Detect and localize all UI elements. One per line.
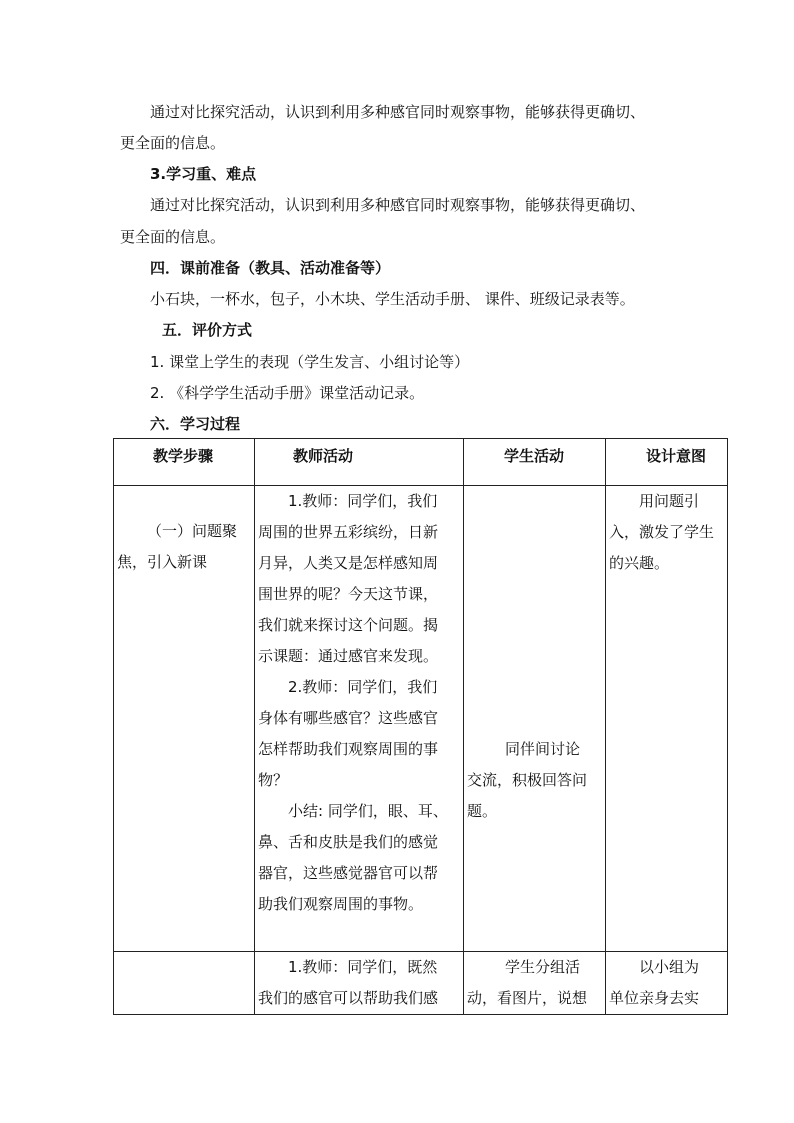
step-cell [114,952,255,1015]
section-heading: 3.学习重、难点 [150,165,257,183]
section-heading: 四．课前准备（教具、活动准备等） [150,259,391,277]
design-intent-cell: 以小组为 单位亲身去实 [606,952,728,1015]
header-cell: 学生活动 [464,439,606,486]
header-cell: 设计意图 [606,439,728,486]
paragraph-line: 通过对比探究活动，认识到利用多种感官同时观察事物，能够获得更确切、 [150,103,646,121]
header-cell: 教师活动 [255,439,464,486]
design-intent-cell: 用问题引 入，激发了学生 的兴趣。 [606,486,728,952]
student-activity-cell: 学生分组活 动，看图片，说想 [464,952,606,1015]
paragraph-line: 通过对比探究活动，认识到利用多种感官同时观察事物，能够获得更确切、 [150,196,646,214]
section-heading: 五．评价方式 [162,321,253,339]
list-item: 1. 课堂上学生的表现（学生发言、小组讨论等） [150,353,470,371]
list-item: 2. 《科学学生活动手册》课堂活动记录。 [150,384,425,402]
teacher-activity-cell: 1.教师：同学们，我们 周围的世界五彩缤纷，日新 月异，人类又是怎样感知周 围世界的呢？今天这节课， 我们就来探讨这个问题。揭 示课题：通过感官来发现。 2.教师：同学们，我们 身体有哪些感官？这些感官 怎样帮助我们观察周围的事 物？ 小结: 同学们，眼、耳、 鼻、舌和皮肤是我们的感觉 器官，这些感觉器官可以帮 助我们观察周围的事物。 [255,486,464,952]
table-row [114,952,728,1015]
student-activity-cell: 同伴间讨论 交流，积极回答问 题。 [464,486,606,952]
paragraph-line: 小石块，一杯水，包子，小木块、学生活动手册、 课件、班级记录表等。 [150,290,635,308]
header-cell: 教学步骤 [114,439,255,486]
paragraph-line: 更全面的信息。 [120,228,226,246]
section-heading: 六．学习过程 [150,415,241,433]
learning-process-table [113,438,728,1015]
teacher-activity-cell: 1.教师：同学们，既然 我们的感官可以帮助我们感 [255,952,464,1015]
table-row [114,486,728,952]
table-header-row [114,439,728,486]
paragraph-line: 更全面的信息。 [120,134,226,152]
step-cell: （一）问题聚 焦，引入新课 [114,486,255,952]
